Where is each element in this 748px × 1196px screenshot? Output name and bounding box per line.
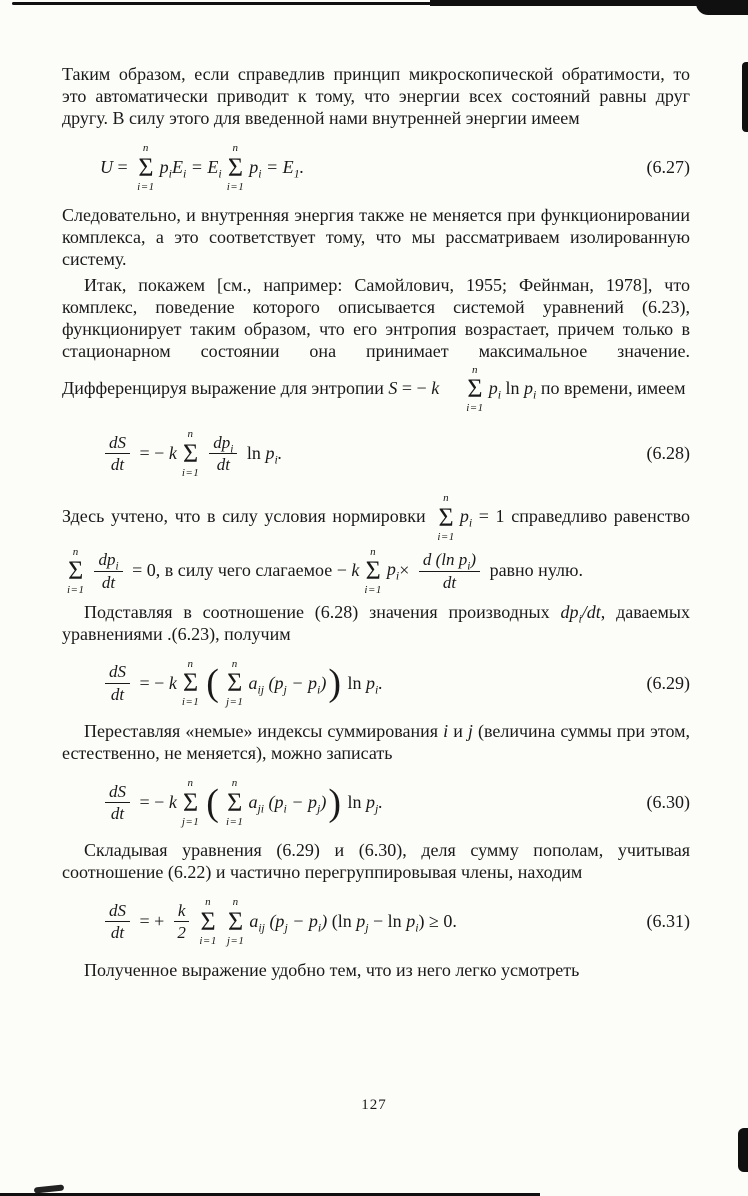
- summation-symbol: n Σ i=1: [181, 428, 200, 479]
- math-text: $p_j$: [356, 911, 369, 935]
- math-text: $p_i$.: [265, 443, 283, 467]
- math-text: U: [100, 157, 113, 177]
- text-run: Таким образом, если справедлив принцип микроскопической обратимости, то это автоматически приводит к тому, что энергии всех состояний равны друг другу. В силу этого для введенной нами внутренней энергии имеем: [62, 64, 690, 128]
- math-text: $p_i$: [406, 911, 419, 935]
- math-text: $a_{ji}$ $(p_i - p_j)$: [248, 792, 327, 816]
- text-run: = −: [135, 672, 169, 693]
- summation-symbol: n Σ i=1: [466, 363, 484, 415]
- text-run: равно нулю.: [485, 559, 583, 580]
- paragraph-internal-energy: [62, 205, 690, 271]
- text-run: Полученное выражение удобно тем, что из него легко усмотреть: [84, 959, 580, 980]
- left-paren: (: [206, 662, 219, 705]
- fraction: $\frac{dp_i}{dt}$: [209, 433, 237, 475]
- math-text: $p_i$.: [366, 672, 383, 697]
- math-text: k: [351, 559, 360, 580]
- paragraph-closing: [62, 960, 690, 982]
- text-run: = 1 справедливо равенство: [472, 506, 690, 527]
- equation-6-30-number: (6.30): [646, 792, 690, 813]
- math-text: i: [443, 721, 449, 742]
- equation-6-27: [62, 141, 690, 194]
- paragraph-microscopic-reversibility: [62, 64, 690, 130]
- fraction: $\frac{dS}{dt}$: [105, 901, 130, 943]
- text-run: Подставляя в соотношение (6.28) значения производных: [84, 601, 561, 622]
- math-text: $p_i$: [488, 377, 501, 402]
- math-text: $p_j$.: [366, 792, 383, 816]
- text-run: ×: [399, 559, 414, 580]
- math-text: k: [168, 443, 177, 464]
- text-run: ln: [242, 443, 266, 464]
- equation-6-31: [62, 895, 690, 948]
- math-text: $a_{ij}$ $(p_j - p_i)$: [249, 911, 328, 935]
- text-run: = 0, в силу чего слагаемое −: [127, 559, 352, 580]
- math-text: $p_i$: [459, 506, 473, 530]
- fraction: $\frac{dS}{dt}$: [105, 433, 130, 475]
- equation-6-29: [62, 657, 690, 710]
- equation-6-29-number: (6.29): [646, 672, 690, 693]
- summation-symbol: n Σ i=1: [199, 896, 217, 947]
- math-text: $p_iE_i = E_i$: [159, 157, 222, 181]
- equation-6-28: [62, 427, 690, 480]
- fraction: $\frac{dp_i}{dt}$: [94, 550, 122, 592]
- equation-6-28-number: (6.28): [646, 443, 690, 464]
- math-text: $p_i = E_1$.: [249, 157, 305, 181]
- text-run: − ln: [368, 911, 407, 932]
- paragraph-dummy-indices: [62, 721, 690, 765]
- scan-artifact-right-edge-upper: [742, 62, 748, 132]
- summation-symbol: n Σ j=1: [181, 777, 200, 828]
- math-text: k: [168, 792, 177, 813]
- text-run: =: [113, 157, 133, 177]
- scan-artifact-top-right-corner: [696, 0, 748, 15]
- text-run: Переставляя «немые» индексы суммирования: [84, 721, 444, 742]
- text-run: ) ≥ 0.: [418, 911, 457, 932]
- equation-6-27-body: [100, 141, 304, 194]
- summation-symbol: n Σ i=1: [67, 545, 85, 597]
- text-run: = +: [135, 911, 169, 932]
- math-text: S: [388, 377, 398, 398]
- page-number: 127: [361, 1097, 387, 1113]
- text-run: ln: [342, 792, 366, 813]
- left-paren: (: [206, 781, 219, 824]
- summation-symbol: n Σ i=1: [364, 545, 382, 597]
- fraction: $\frac{d (\ln p_i)}{dt}$: [419, 550, 480, 592]
- text-run: (ln: [327, 911, 357, 932]
- summation-symbol: n Σ i=1: [225, 777, 244, 828]
- fraction: $\frac{dS}{dt}$: [105, 662, 130, 704]
- text-run: , даваемых уравнениями .(6.23), получим: [62, 601, 690, 644]
- summation-symbol: n Σ i=1: [437, 492, 455, 544]
- math-text: $dp_i/dt$: [560, 601, 601, 626]
- math-text: k: [168, 672, 177, 693]
- math-text: j: [467, 721, 473, 742]
- text-run: Итак, покажем [см., например: Самойлович, 1955; Фейнман, 1978], что комплекс, поведение которого описывается системой уравнений (6.23), функционирует таким образом, что его энтропия возрастает, причем только в стационарном состоянии она принимает максимальное значение. Дифференцируя выражение для энтропии: [62, 275, 690, 398]
- paragraph-entropy-intro: [62, 275, 690, 416]
- text-run: по времени, имеем: [536, 377, 686, 398]
- equation-6-30: [62, 776, 690, 829]
- text-run: Складывая уравнения (6.29) и (6.30), деля сумму пополам, учитывая соотношение (6.22) и частично перегруппировывая члены, находим: [62, 840, 690, 883]
- equation-6-27-number: (6.27): [646, 157, 690, 177]
- equation-6-28-body: [100, 427, 282, 480]
- math-text: $a_{ij}$ $(p_j - p_i)$: [248, 672, 327, 697]
- text-run: (величина суммы при этом, естественно, не меняется), можно записать: [62, 721, 691, 764]
- text-run: = −: [397, 377, 432, 398]
- scan-artifact-top-line: [12, 2, 442, 5]
- summation-symbol: n Σ j=1: [225, 657, 244, 709]
- equation-6-29-body: [100, 657, 383, 710]
- math-text: $p_i$: [524, 377, 537, 402]
- text-run: = −: [135, 792, 169, 813]
- equation-6-31-number: (6.31): [646, 911, 690, 932]
- fraction: $\frac{dS}{dt}$: [105, 782, 130, 824]
- math-text: $p_i$: [386, 559, 400, 584]
- page-content: [62, 64, 690, 985]
- equation-6-30-body: [100, 776, 383, 829]
- scan-artifact-right-edge-lower: [738, 1128, 748, 1172]
- summation-symbol: n Σ i=1: [226, 141, 245, 193]
- equation-6-31-body: [100, 895, 457, 948]
- text-run: ln: [501, 377, 525, 398]
- text-run: = −: [135, 443, 169, 464]
- paragraph-substituting: [62, 602, 690, 646]
- summation-symbol: n Σ j=1: [226, 896, 245, 947]
- text-run: ln: [342, 672, 366, 693]
- paragraph-adding-equations: [62, 840, 690, 884]
- math-text: k: [431, 377, 440, 398]
- paragraph-normalization: [62, 491, 690, 598]
- text-run: Следовательно, и внутренняя энергия также не меняется при функционировании комплекса, а это соответствует тому, что мы рассматриваем изолированную систему.: [62, 205, 690, 270]
- fraction: $\frac{k}{2}$: [174, 901, 190, 943]
- summation-symbol: n Σ i=1: [137, 141, 155, 193]
- right-paren: ): [328, 781, 341, 824]
- summation-symbol: n Σ i=1: [181, 657, 200, 709]
- text-run: Здесь учтено, что в силу условия нормировки: [62, 506, 433, 527]
- text-run: и: [448, 721, 468, 742]
- right-paren: ): [328, 662, 341, 705]
